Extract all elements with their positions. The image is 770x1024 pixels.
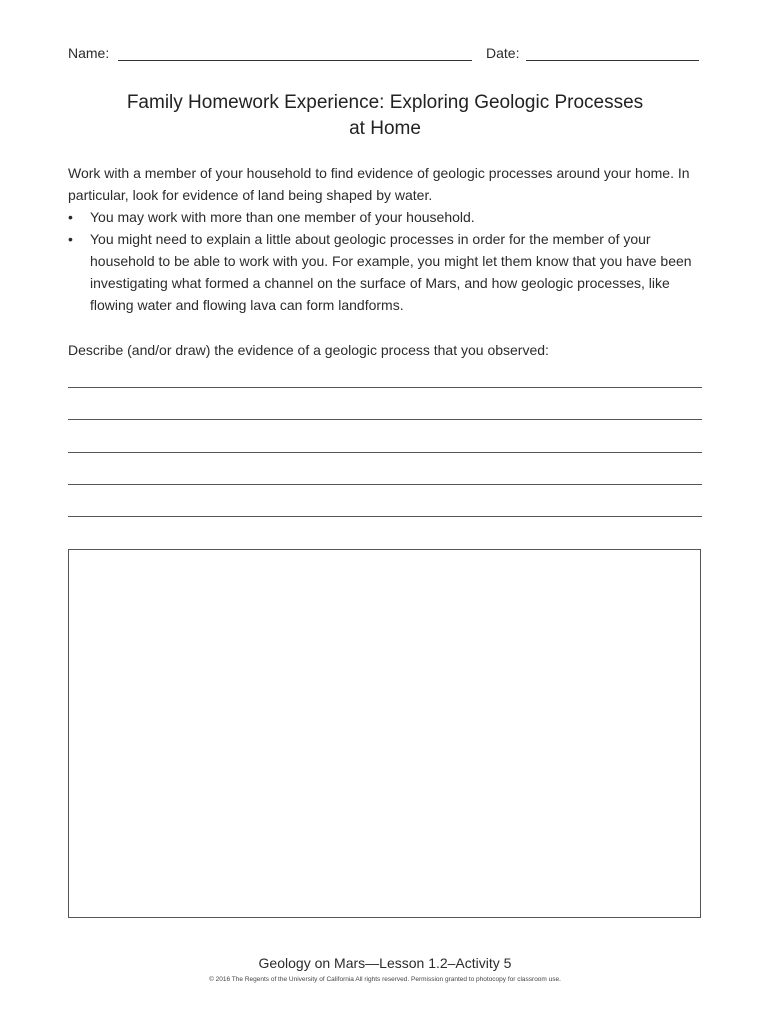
bullet-marker: • — [68, 209, 73, 225]
answer-line-1[interactable] — [68, 387, 702, 388]
instruction-text: You may work with more than one member of your household. — [90, 209, 475, 225]
intro-paragraph: Work with a member of your household to find evidence of geologic processes around your home. In particular, look for evidence of land being shaped by water. — [68, 165, 690, 203]
page-title — [68, 90, 702, 142]
page-title-line-2: at Home — [349, 118, 421, 139]
date-label: Date: — [486, 45, 520, 61]
drawing-box[interactable] — [68, 549, 701, 918]
footer-copyright: © 2016 The Regents of the University of California All rights reserved. Permission granted to photocopy for classroom use. — [209, 976, 561, 983]
name-label: Name: — [68, 45, 110, 61]
answer-line-3[interactable] — [68, 452, 702, 453]
instruction-list — [68, 206, 702, 316]
date-field-line[interactable] — [526, 60, 699, 61]
answer-line-5[interactable] — [68, 516, 702, 517]
footer-lesson-title: Geology on Mars—Lesson 1.2–Activity 5 — [258, 955, 512, 971]
instruction-item — [68, 228, 702, 316]
page-title-line-1: Family Homework Experience: Exploring Geologic Processes — [126, 92, 644, 113]
instruction-item — [68, 206, 702, 228]
answer-line-2[interactable] — [68, 419, 702, 420]
instruction-text: You might need to explain a little about geologic processes in order for the member of your household to be able to work with you. For example, you might let them know that you have been investigating what formed a channel on the surface of Mars, and how geologic processes, like flowing water and flowing lava can form landforms. — [90, 231, 692, 313]
answer-line-4[interactable] — [68, 484, 702, 485]
describe-prompt: Describe (and/or draw) the evidence of a geologic process that you observed: — [68, 342, 549, 358]
bullet-marker: • — [68, 231, 73, 247]
name-field-line[interactable] — [118, 60, 472, 61]
